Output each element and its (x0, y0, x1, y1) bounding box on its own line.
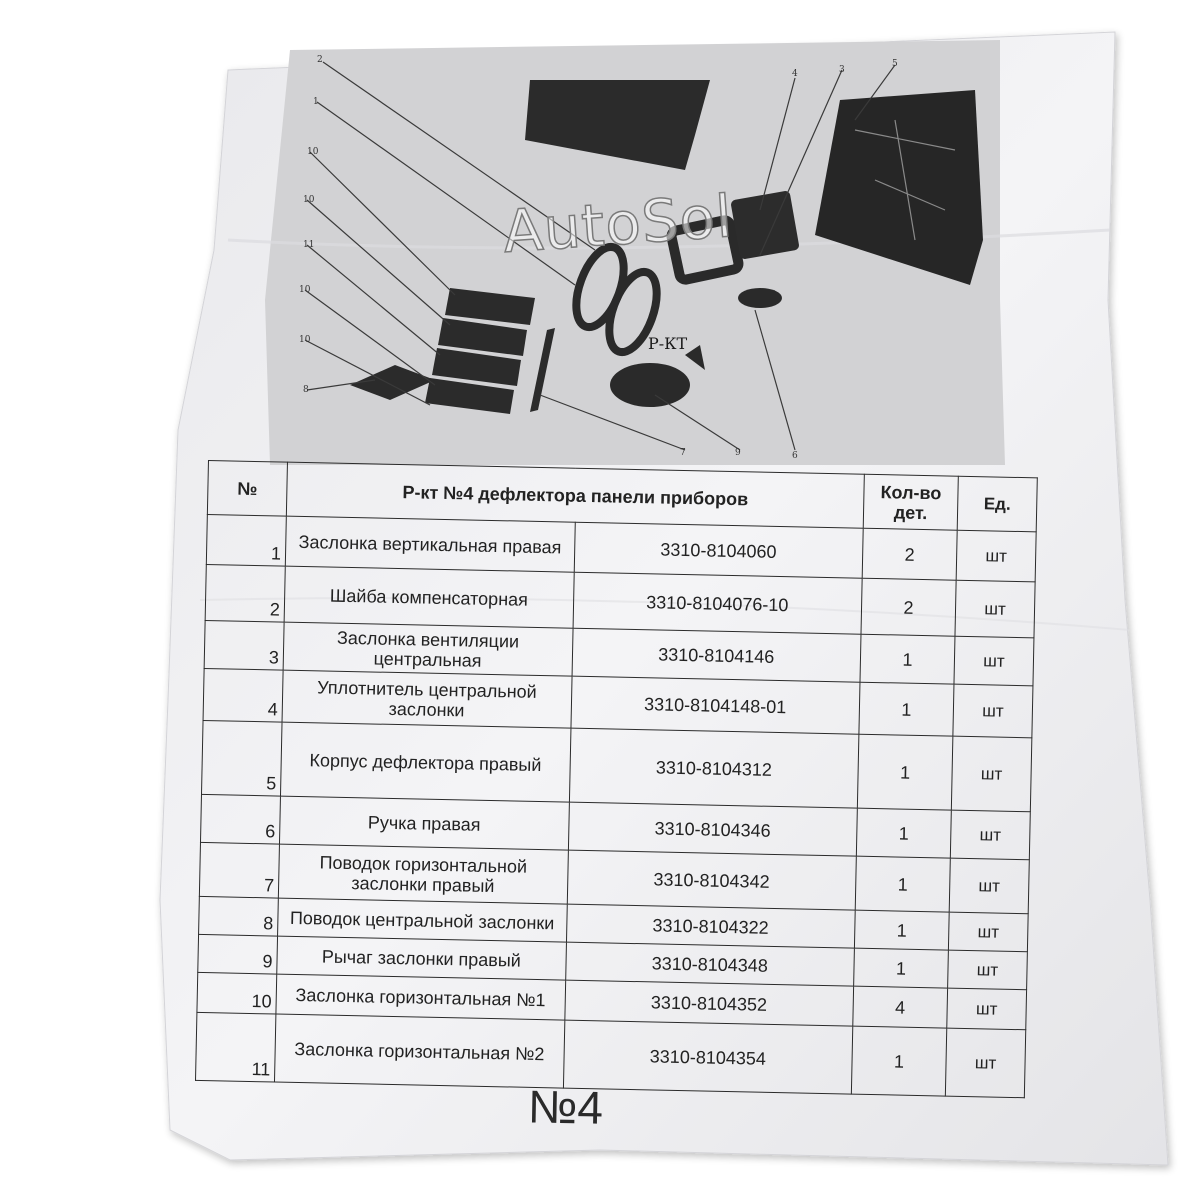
part-name: Рычаг заслонки правый (277, 936, 566, 980)
part-unit: шт (955, 580, 1035, 638)
part-qty: 1 (859, 682, 954, 736)
callout-5: 5 (892, 59, 898, 69)
part-flap-stack (425, 288, 535, 414)
part-code: 3310-8104346 (568, 802, 857, 856)
part-handle (610, 363, 690, 407)
callout-9: 9 (735, 448, 741, 458)
part-code: 3310-8104354 (563, 1020, 853, 1094)
part-qty: 1 (851, 1026, 946, 1096)
part-unit: шт (949, 858, 1029, 914)
callout-1: 1 (313, 97, 319, 107)
callout-4: 4 (792, 69, 798, 79)
part-qty: 1 (854, 910, 949, 950)
callout-10b: 10 (303, 195, 315, 205)
row-number: 3 (204, 620, 284, 670)
row-number: 2 (205, 564, 285, 622)
parts-table (195, 460, 1038, 1097)
part-code: 3310-8104352 (564, 980, 853, 1026)
part-name: Поводок горизонтальной заслонки правый (278, 844, 568, 904)
part-code: 3310-8104148-01 (570, 676, 860, 734)
part-unit: шт (950, 810, 1030, 860)
header-qty: Кол-во дет. (863, 474, 958, 530)
part-qty: 4 (853, 986, 948, 1028)
part-small-block (730, 190, 800, 260)
callout-7: 7 (680, 448, 686, 458)
parts-illustration (255, 40, 1015, 460)
callout-2: 2 (317, 55, 323, 65)
part-name: Заслонка горизонтальная №1 (276, 974, 565, 1020)
part-unit: шт (953, 684, 1033, 738)
part-qty: 1 (854, 948, 949, 988)
part-code: 3310-8104060 (574, 522, 863, 578)
kit-label: Р-КТ (648, 334, 688, 353)
part-unit: шт (951, 736, 1032, 812)
callout-8: 8 (303, 385, 309, 395)
part-name: Ручка правая (279, 796, 568, 850)
callout-10c: 10 (299, 285, 311, 295)
part-qty: 2 (861, 578, 956, 636)
row-number: 9 (198, 934, 278, 974)
part-name: Заслонка вентиляции центральная (283, 622, 572, 676)
part-code: 3310-8104348 (565, 942, 854, 986)
kit-number: №4 (527, 1080, 604, 1134)
part-unit: шт (945, 1028, 1025, 1098)
part-name: Уплотнитель центральной заслонки (282, 670, 572, 728)
part-code: 3310-8104076-10 (573, 572, 863, 634)
part-name: Поводок центральной заслонки (278, 898, 567, 942)
row-number: 5 (201, 720, 282, 796)
part-qty: 2 (862, 528, 957, 580)
row-number: 11 (196, 1012, 276, 1082)
row-number: 1 (206, 514, 286, 566)
part-housing (815, 90, 983, 285)
part-qty: 1 (860, 634, 955, 684)
callout-10d: 10 (299, 335, 311, 345)
callout-6: 6 (792, 451, 798, 460)
part-unit: шт (948, 950, 1028, 990)
part-name: Корпус дефлектора правый (280, 722, 570, 802)
table-body (196, 514, 1037, 1097)
part-qty: 1 (856, 808, 951, 858)
parts-list (195, 460, 1038, 1098)
part-code: 3310-8104342 (567, 850, 857, 910)
part-name: Заслонка вертикальная правая (285, 516, 574, 572)
part-qty: 1 (857, 734, 953, 810)
watermark-text: AutoSol (500, 182, 736, 266)
header-no: № (207, 461, 287, 517)
part-code: 3310-8104322 (566, 904, 855, 948)
callout-11: 11 (303, 240, 315, 250)
part-qty: 1 (855, 856, 950, 912)
row-number: 10 (197, 972, 277, 1014)
callout-3: 3 (839, 65, 845, 75)
part-code: 3310-8104146 (572, 628, 861, 682)
part-top-block (525, 80, 710, 170)
part-unit: шт (956, 530, 1036, 582)
part-name: Заслонка горизонтальная №2 (274, 1014, 564, 1088)
header-title: Р-кт №4 дефлектора панели приборов (286, 462, 864, 528)
callout-10a: 10 (307, 147, 319, 157)
part-name: Шайба компенсаторная (284, 566, 574, 628)
header-unit: Ед. (957, 476, 1037, 532)
part-unit: шт (947, 988, 1027, 1030)
row-number: 4 (203, 668, 283, 722)
row-number: 7 (199, 842, 279, 898)
part-code: 3310-8104312 (569, 728, 859, 808)
part-unit: шт (954, 636, 1034, 686)
row-number: 8 (199, 896, 279, 936)
row-number: 6 (200, 794, 280, 844)
part-unit: шт (948, 912, 1028, 952)
